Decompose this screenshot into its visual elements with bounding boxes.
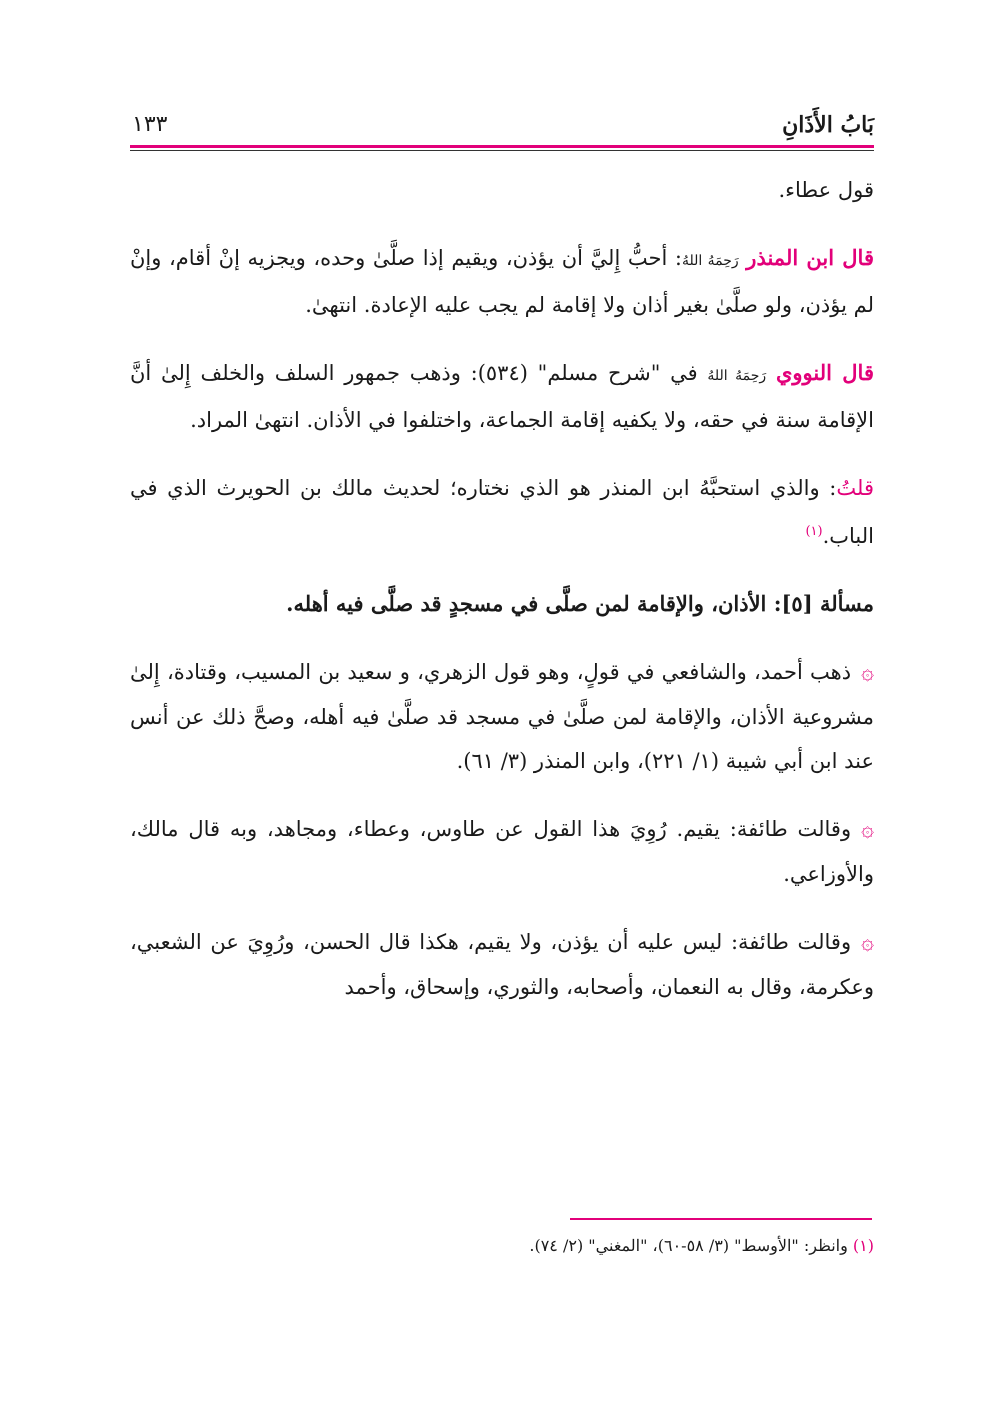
paragraph-ata: قول عطاء.	[778, 178, 874, 202]
header-rule-dark	[130, 150, 874, 151]
honorific-mark: رَحِمَهُ اللهُ	[707, 368, 767, 384]
footnote-number: (١)	[852, 1236, 874, 1255]
question-text: الأذان، والإقامة لمن صلَّى في مسجدٍ قد صلَّى فيه أهله.	[286, 591, 774, 616]
honorific-mark: رَحِمَهُ اللهُ	[682, 253, 739, 269]
paragraph-ibn-almundhir: قال ابن المنذر رَحِمَهُ اللهُ: أحبُّ إِليَّ أن يؤذن، ويقيم إذا صلَّىٰ وحده، ويجزيه إنْ أقام، وإنْ لم يؤذن، ولو صلَّىٰ بغير أذان ولا إقامة لم يجب عليه الإعادة. انتهىٰ.	[130, 245, 874, 317]
bullet-paragraph-3: ۞وقالت طائفة: ليس عليه أن يؤذن، ولا يقيم، هكذا قال الحسن، ورُوِيَ عن الشعبي، وعكرمة، وقال به النعمان، وأصحابه، والثوري، وإسحاق، وأحمد	[130, 930, 874, 999]
page-number: ١٣٣	[132, 112, 168, 137]
bullet-paragraph-1: ۞ذهب أحمد، والشافعي في قولٍ، وهو قول الزهري، و سعيد بن المسيب، وقتادة، إِلىٰ مشروعية الأذان، والإقامة لمن صلَّىٰ في مسجد قد صلَّىٰ فيه أهله، وصحَّ ذلك عن أنس عند ابن أبي شيبة (١/ ٢٢١)، وابن المنذر (٣/ ٦١).	[130, 660, 874, 773]
page-header	[130, 112, 874, 142]
paragraph-author-opinion: قلتُ: والذي استحبَّهُ ابن المنذر هو الذي نختاره؛ لحديث مالك بن الحويرث الذي في الباب.$^{(١)}$	[130, 476, 874, 548]
page-body	[130, 168, 874, 1033]
ornament-bullet-icon: ۞	[861, 660, 874, 685]
footnote	[130, 1232, 874, 1260]
ornament-bullet-icon: ۞	[861, 817, 874, 842]
footnote-reference[interactable]: (١)	[805, 524, 823, 539]
qultu-label: قلتُ	[836, 476, 874, 500]
chapter-title: بَابُ الأَذَانِ	[782, 112, 874, 138]
header-rule-pink	[130, 145, 874, 148]
speaker-ibn-almundhir: قال ابن المنذر	[746, 245, 874, 270]
bullet-paragraph-2: ۞وقالت طائفة: يقيم. رُوِيَ هذا القول عن طاوس، وعطاء، ومجاهد، وبه قال مالك، والأوزاعي.	[130, 817, 874, 886]
question-label: مسألة [٥]:	[773, 591, 874, 616]
footnote-rule	[570, 1218, 872, 1220]
question-heading	[130, 582, 874, 626]
footnote-text: وانظر: "الأوسط" (٣/ ٥٨-٦٠)، "المغني" (٢/ ٧٤).	[529, 1236, 853, 1255]
ornament-bullet-icon: ۞	[861, 930, 874, 955]
paragraph-nawawi: قال النووي رَحِمَهُ اللهُ في "شرح مسلم" (٥٣٤): وذهب جمهور السلف والخلف إِلىٰ أنَّ الإقامة سنة في حقه، ولا يكفيه إقامة الجماعة، واختلفوا في الأذان. انتهىٰ المراد.	[130, 360, 874, 432]
speaker-nawawi: قال النووي	[775, 360, 874, 385]
